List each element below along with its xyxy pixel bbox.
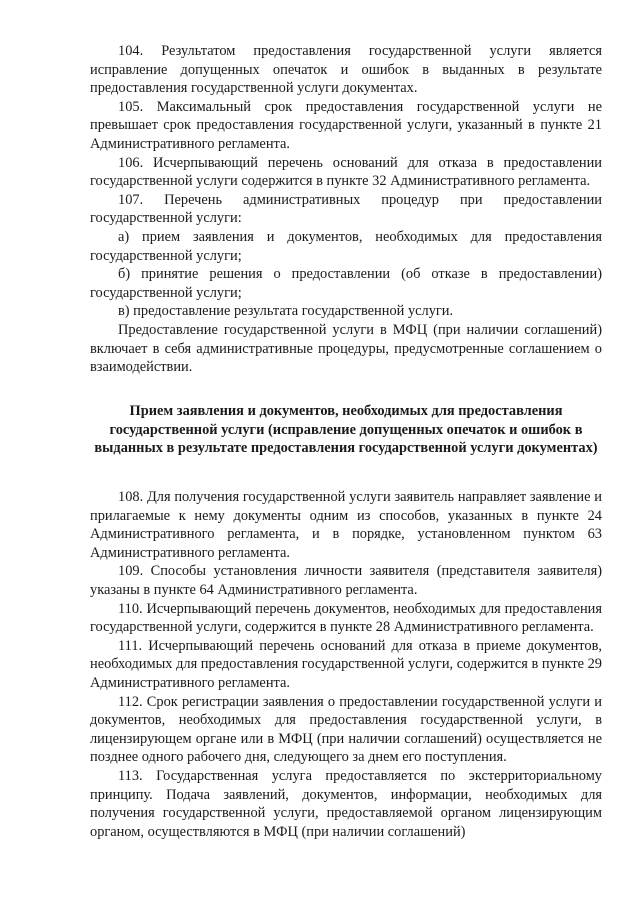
paragraph-mfc: Предоставление государственной услуги в МФЦ (при наличии соглашений) включает в себя административные процедуры, предусмотренные соглашением о взаимодействии. (90, 321, 602, 376)
section-results (90, 42, 602, 377)
section-heading: Прием заявления и документов, необходимых для предоставления государственной услуги (исправление допущенных опечаток и ошибок в выданных в результате предоставления государственной услуги документах) (94, 403, 598, 457)
paragraph-112: 112. Срок регистрации заявления о предоставлении государственной услуги и документов, необходимых для предоставления государственной услуги, в лицензирующем органе или в МФЦ (при наличии соглашений) осуществляется не позднее одного рабочего дня, следующего за днем его поступления. (90, 693, 602, 766)
paragraph-109: 109. Способы установления личности заявителя (представителя заявителя) указаны в пункте 64 Административного регламента. (90, 563, 602, 598)
paragraph-108: 108. Для получения государственной услуги заявитель направляет заявление и прилагаемые к нему документы одним из способов, указанных в пункте 24 Административного регламента, и в порядке, установленном пунктом 63 Административного регламента. (90, 489, 602, 561)
paragraph-111: 111. Исчерпывающий перечень оснований для отказа в приеме документов, необходимых для предоставления государственной услуги, содержится в пункте 29 Административного регламента. (90, 637, 602, 691)
paragraph-110: 110. Исчерпывающий перечень документов, необходимых для предоставления государственной услуги, содержится в пункте 28 Административного регламента. (90, 600, 602, 636)
list-item-c: в) предоставление результата государственной услуги. (118, 303, 454, 320)
paragraph-107: 107. Перечень административных процедур при предоставлении государственной услуги: (90, 191, 602, 227)
paragraph-106: 106. Исчерпывающий перечень оснований для отказа в предоставлении государственной услуги содержится в пункте 32 Административного регламента. (90, 154, 602, 190)
paragraph-104: 104. Результатом предоставления государственной услуги является исправление допущенных опечаток и ошибок в выданных в результате предоставления государственной услуги документах. (90, 43, 602, 97)
list-item-b: б) принятие решения о предоставлении (об отказе в предоставлении) государственной услуги; (90, 266, 602, 301)
paragraph-105: 105. Максимальный срок предоставления государственной услуги не превышает срок предоставления государственной услуги, указанный в пункте 21 Административного регламента. (90, 98, 602, 152)
paragraph-113: 113. Государственная услуга предоставляется по экстерриториальному принципу. Подача заявлений, документов, информации, необходимых для получения государственной услуги, предоставляемой органом лицензирующим органом, осуществляются в МФЦ (при наличии соглашений) (90, 767, 602, 840)
section-procedure (90, 488, 602, 841)
list-item-a: а) прием заявления и документов, необходимых для предоставления государственной услуги; (90, 228, 602, 264)
